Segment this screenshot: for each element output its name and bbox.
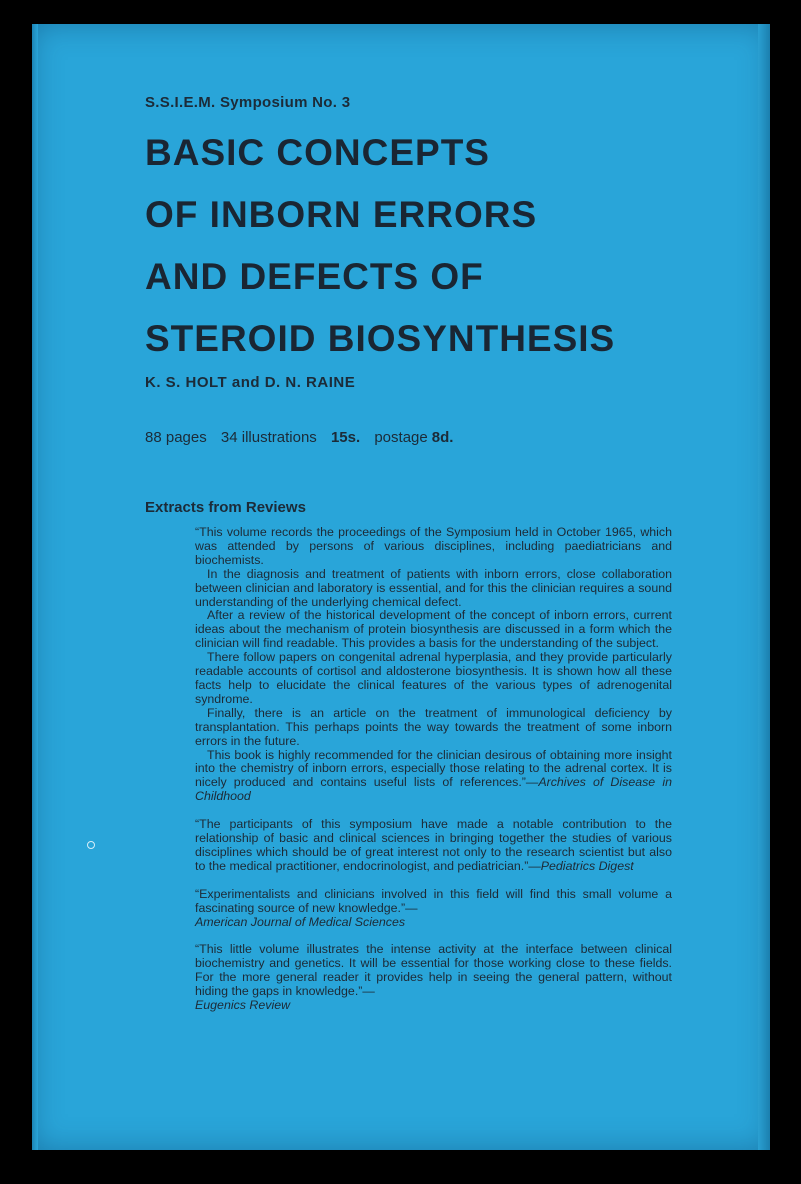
postage-label: postage <box>374 429 428 446</box>
review-paragraph <box>195 818 672 874</box>
review-source: Eugenics Review <box>195 998 291 1013</box>
review-paragraph: After a review of the historical development of the concept of inborn errors, current ideas about the mechanism of protein biosynthesis are discussed in a form which the clinician will find readable. This provides a basis for the understanding of the subject. <box>195 608 672 651</box>
review-american-journal <box>195 888 672 930</box>
review-paragraph <box>195 749 672 805</box>
series-label: S.S.I.E.M. Symposium No. 3 <box>145 94 351 111</box>
review-source: Pediatrics Digest <box>540 858 634 873</box>
jacket-spine-edge <box>758 24 770 1150</box>
title-line: STEROID BIOSYNTHESIS <box>145 318 616 359</box>
reviews-section <box>195 526 672 1027</box>
illustration-count: 34 illustrations <box>220 429 317 446</box>
punch-hole-mark <box>87 841 95 849</box>
review-eugenics <box>195 943 672 1013</box>
review-paragraph: Finally, there is an article on the treatment of immunological deficiency by transplantation. This perhaps points the way towards the treatment of some inborn errors in the future. <box>195 705 672 748</box>
review-paragraph: There follow papers on congenital adrenal hyperplasia, and they provide particularly readable accounts of cortisol and aldosterone biosynthesis. It is shown how all these facts help to elucidate the clinical features of the various types of adrenogenital syndrome. <box>195 650 672 706</box>
postage-value: 8d. <box>431 429 454 446</box>
review-text: This book is highly recommended for the clinician desirous of obtaining more insight into the chemistry of inborn errors, especially those relating to the adrenal cortex. It is nicely produced and contains useful lists of references.”— <box>195 747 672 790</box>
review-paragraph: “This volume records the proceedings of the Symposium held in October 1965, which was attended by persons of various disciplines, including paediatricians and biochemists. <box>195 525 672 567</box>
title-line: OF INBORN ERRORS <box>145 194 538 235</box>
book-title <box>145 122 615 370</box>
review-archives <box>195 526 672 804</box>
review-pediatrics <box>195 818 672 874</box>
review-paragraph: “Experimentalists and clinicians involved in this field will find this small volume a fascinating source of new knowledge.”— <box>195 886 672 915</box>
review-source: Archives of Disease in Childhood <box>195 775 672 804</box>
title-line: AND DEFECTS OF <box>145 256 484 297</box>
title-line: BASIC CONCEPTS <box>145 132 490 173</box>
review-paragraph: In the diagnosis and treatment of patients with inborn errors, close collaboration between clinician and laboratory is essential, and for this the clinician requires a sound understanding of the underlying chemical defect. <box>195 566 672 609</box>
book-jacket <box>32 24 770 1150</box>
authors: K. S. HOLT and D. N. RAINE <box>145 374 356 391</box>
jacket-left-edge <box>32 24 38 1150</box>
extracts-heading: Extracts from Reviews <box>145 499 306 516</box>
page-count: 88 pages <box>145 429 207 446</box>
review-source: American Journal of Medical Sciences <box>195 914 406 929</box>
review-text: “The participants of this symposium have made a notable contribution to the relationship of basic and clinical sciences in bringing together the studies of various disciplines which should be of great interest not only to the research scientist but also to the medical practitioner, endocrinologist, and pediatrician.”— <box>195 817 672 873</box>
review-paragraph: “This little volume illustrates the intense activity at the interface between clinical biochemistry and genetics. It will be essential for those working close to these fields. For the more general reader it provides help in seeing the general pattern, without hiding the gaps in knowledge.”— <box>195 942 672 999</box>
book-details <box>145 429 463 446</box>
price: 15s. <box>330 429 361 446</box>
